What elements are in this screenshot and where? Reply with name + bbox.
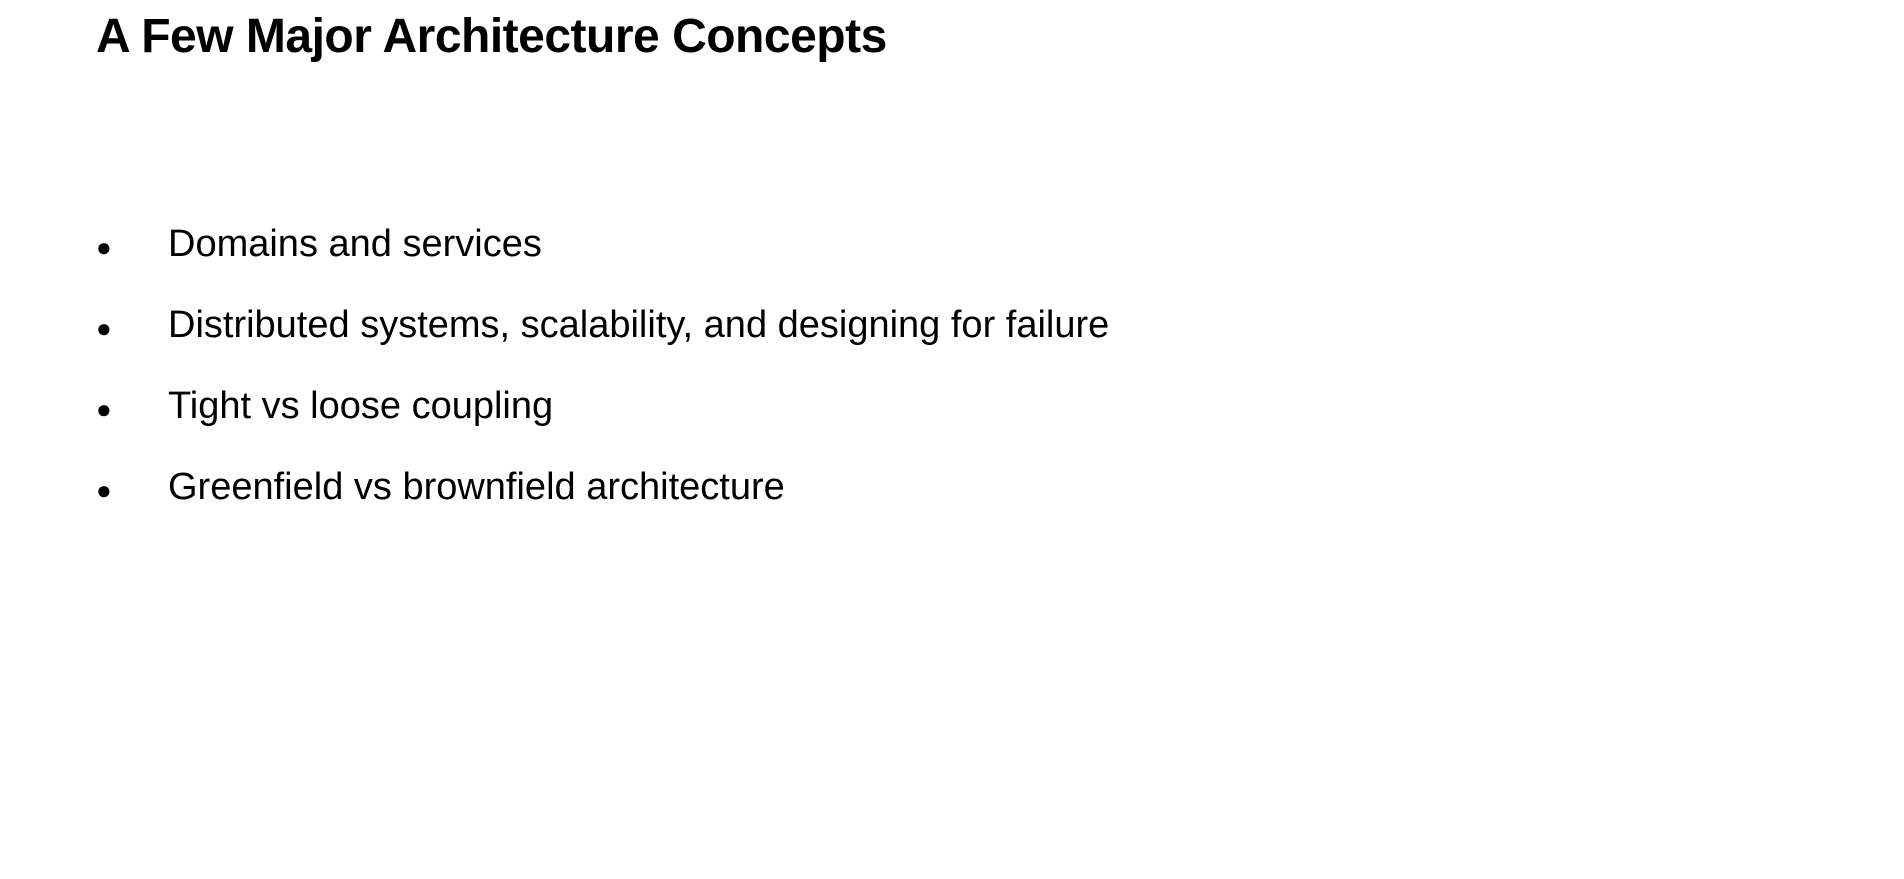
- bullet-point-icon: ●: [96, 475, 112, 505]
- list-item: [96, 205, 1796, 286]
- list-item-label: Tight vs loose coupling: [168, 385, 554, 427]
- list-item: [96, 367, 1796, 448]
- list-item-label: Domains and services: [168, 223, 542, 265]
- bullet-point-icon: ●: [96, 394, 112, 424]
- page-title: A Few Major Architecture Concepts: [96, 10, 887, 63]
- list-item: [96, 286, 1796, 367]
- list-item-label: Greenfield vs brownfield architecture: [168, 466, 785, 508]
- bullet-point-icon: ●: [96, 232, 112, 262]
- list-item: [96, 448, 1796, 529]
- bullet-list: [96, 205, 1796, 529]
- bullet-point-icon: ●: [96, 313, 112, 343]
- list-item-label: Distributed systems, scalability, and designing for failure: [168, 304, 1110, 346]
